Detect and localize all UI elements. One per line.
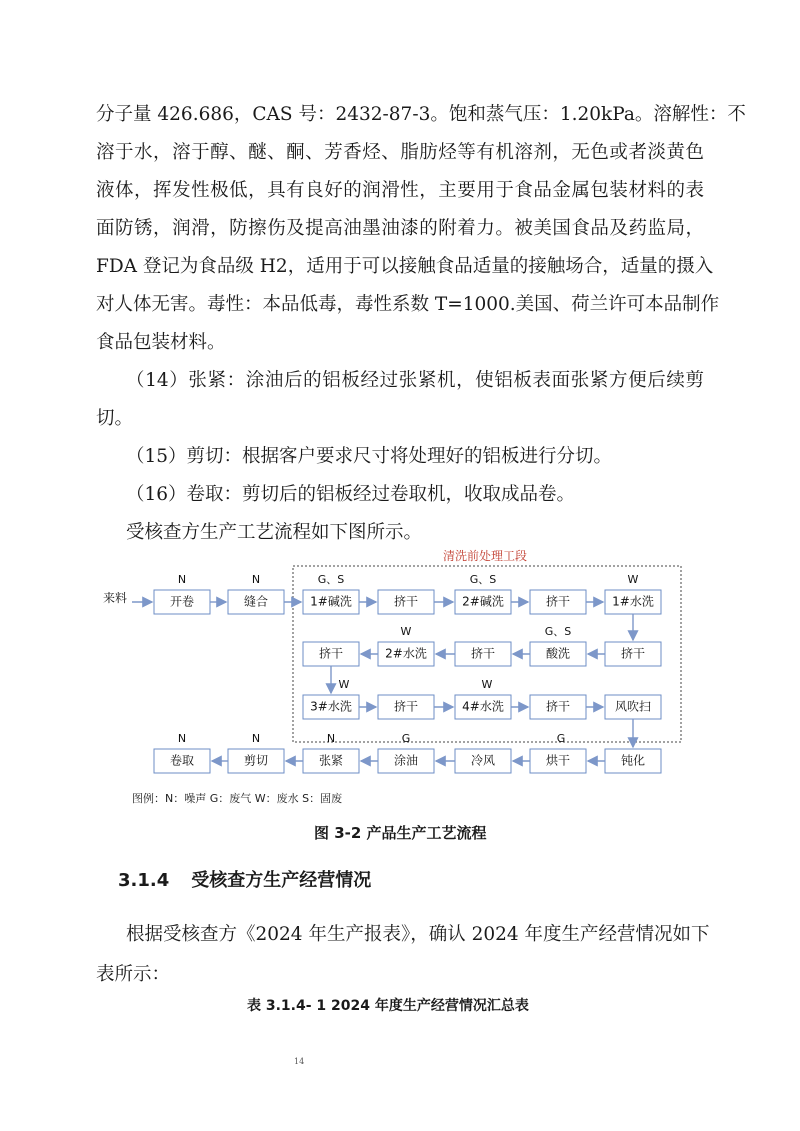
process-flowchart (0, 545, 800, 805)
paragraph-line-1: 分子量 426.686，CAS 号：2432-87-3。饱和蒸气压：1.20kPa。溶解性：不 (96, 104, 746, 125)
paragraph-line-9: 切。 (96, 408, 134, 429)
svg-text:开卷: 开卷 (169, 594, 195, 609)
tag-shearing: N (251, 732, 261, 745)
node-water-wash-4 (455, 695, 511, 719)
svg-text:酸洗: 酸洗 (545, 646, 571, 661)
paragraph-line-3: 液体，挥发性极低，具有良好的润滑性，主要用于食品金属包装材料的表 (96, 180, 704, 201)
input-label: 来料 (102, 591, 128, 605)
svg-text:张紧: 张紧 (318, 753, 344, 768)
node-oiling (378, 749, 434, 773)
paragraph-line-10: （15）剪切：根据客户要求尺寸将处理好的铝板进行分切。 (126, 446, 613, 467)
tag-water-wash-1: W (627, 573, 639, 586)
svg-text:冷风: 冷风 (470, 753, 496, 768)
tag-drying: G (556, 732, 566, 745)
node-squeeze-7 (530, 695, 586, 719)
svg-text:风吹扫: 风吹扫 (614, 699, 652, 714)
node-uncoil (154, 590, 210, 614)
svg-text:挤干: 挤干 (545, 699, 571, 714)
paragraph-line-11: （16）卷取：剪切后的铝板经过卷取机，收取成品卷。 (126, 484, 576, 505)
svg-text:剪切: 剪切 (243, 753, 269, 768)
svg-text:2#碱洗: 2#碱洗 (462, 594, 504, 609)
node-squeeze-5 (303, 642, 359, 666)
svg-text:挤干: 挤干 (620, 646, 646, 661)
svg-text:挤干: 挤干 (393, 594, 419, 609)
paragraph-2-line-2: 表所示： (96, 964, 171, 985)
paragraph-line-6: 对人体无害。毒性：本品低毒，毒性系数 T=1000.美国、荷兰许可本品制作 (96, 294, 720, 315)
tag-water-wash-4: W (481, 678, 493, 691)
tag-water-wash-3: W (338, 678, 350, 691)
tag-acid-wash: G、S (544, 625, 572, 638)
paragraph-line-5: FDA 登记为食品级 H2，适用于可以接触食品适量的接触场合，适量的摄入 (96, 256, 714, 277)
node-squeeze-4 (455, 642, 511, 666)
section-title: 受核查方生产经营情况 (191, 870, 372, 891)
tag-alkali-wash-2: G、S (469, 573, 497, 586)
svg-text:1#碱洗: 1#碱洗 (310, 594, 352, 609)
node-squeeze-3 (605, 642, 661, 666)
svg-text:卷取: 卷取 (169, 753, 195, 768)
svg-text:3#水洗: 3#水洗 (310, 699, 352, 714)
node-cool-air (455, 749, 511, 773)
paragraph-2-line-1: 根据受核查方《2024 年生产报表》，确认 2024 年度生产经营情况如下 (126, 924, 710, 945)
svg-text:挤干: 挤干 (470, 646, 496, 661)
svg-text:挤干: 挤干 (393, 699, 419, 714)
node-alkali-wash-1 (303, 590, 359, 614)
node-shearing (228, 749, 284, 773)
svg-text:烘干: 烘干 (545, 753, 571, 768)
tag-alkali-wash-1: G、S (317, 573, 345, 586)
paragraph-line-12: 受核查方生产工艺流程如下图所示。 (126, 522, 423, 543)
node-water-wash-1 (605, 590, 661, 614)
node-tensioning (303, 749, 359, 773)
pretreatment-group-label: 清洗前处理工段 (442, 549, 528, 563)
paragraph-line-2: 溶于水，溶于醇、醚、酮、芳香烃、脂肪烃等有机溶剂，无色或者淡黄色 (96, 142, 704, 163)
node-drying (530, 749, 586, 773)
svg-text:钝化: 钝化 (620, 753, 646, 768)
svg-text:1#水洗: 1#水洗 (612, 594, 654, 609)
node-stitch (228, 590, 284, 614)
page-number: 14 (294, 1057, 305, 1066)
node-passivation (605, 749, 661, 773)
node-squeeze-2 (530, 590, 586, 614)
svg-text:涂油: 涂油 (393, 753, 419, 768)
section-number: 3.1.4 (118, 870, 170, 891)
tag-oiling: G (401, 732, 411, 745)
table-caption: 表 3.1.4- 1 2024 年度生产经营情况汇总表 (247, 998, 529, 1014)
tag-uncoil: N (177, 573, 187, 586)
tag-stitch: N (251, 573, 261, 586)
svg-text:4#水洗: 4#水洗 (462, 699, 504, 714)
tag-coiling: N (177, 732, 187, 745)
node-air-blow (605, 695, 661, 719)
flowchart-legend: 图例：N：噪声 G：废气 W：废水 S：固废 (132, 792, 343, 805)
paragraph-line-7: 食品包装材料。 (96, 332, 226, 353)
node-coiling (154, 749, 210, 773)
node-squeeze-6 (378, 695, 434, 719)
svg-text:缝合: 缝合 (243, 594, 269, 609)
node-alkali-wash-2 (455, 590, 511, 614)
node-water-wash-3 (303, 695, 359, 719)
paragraph-line-8: （14）张紧：涂油后的铝板经过张紧机，使铝板表面张紧方便后续剪 (126, 370, 704, 391)
node-squeeze-1 (378, 590, 434, 614)
node-acid-wash (530, 642, 586, 666)
figure-caption: 图 3-2 产品生产工艺流程 (314, 824, 487, 842)
svg-text:2#水洗: 2#水洗 (385, 646, 427, 661)
tag-water-wash-2: W (400, 625, 412, 638)
svg-text:挤干: 挤干 (545, 594, 571, 609)
node-water-wash-2 (378, 642, 434, 666)
paragraph-line-4: 面防锈，润滑，防擦伤及提高油墨油漆的附着力。被美国食品及药监局， (96, 218, 704, 239)
tag-tensioning: N (326, 732, 336, 745)
svg-text:挤干: 挤干 (318, 646, 344, 661)
section-heading (118, 866, 371, 892)
